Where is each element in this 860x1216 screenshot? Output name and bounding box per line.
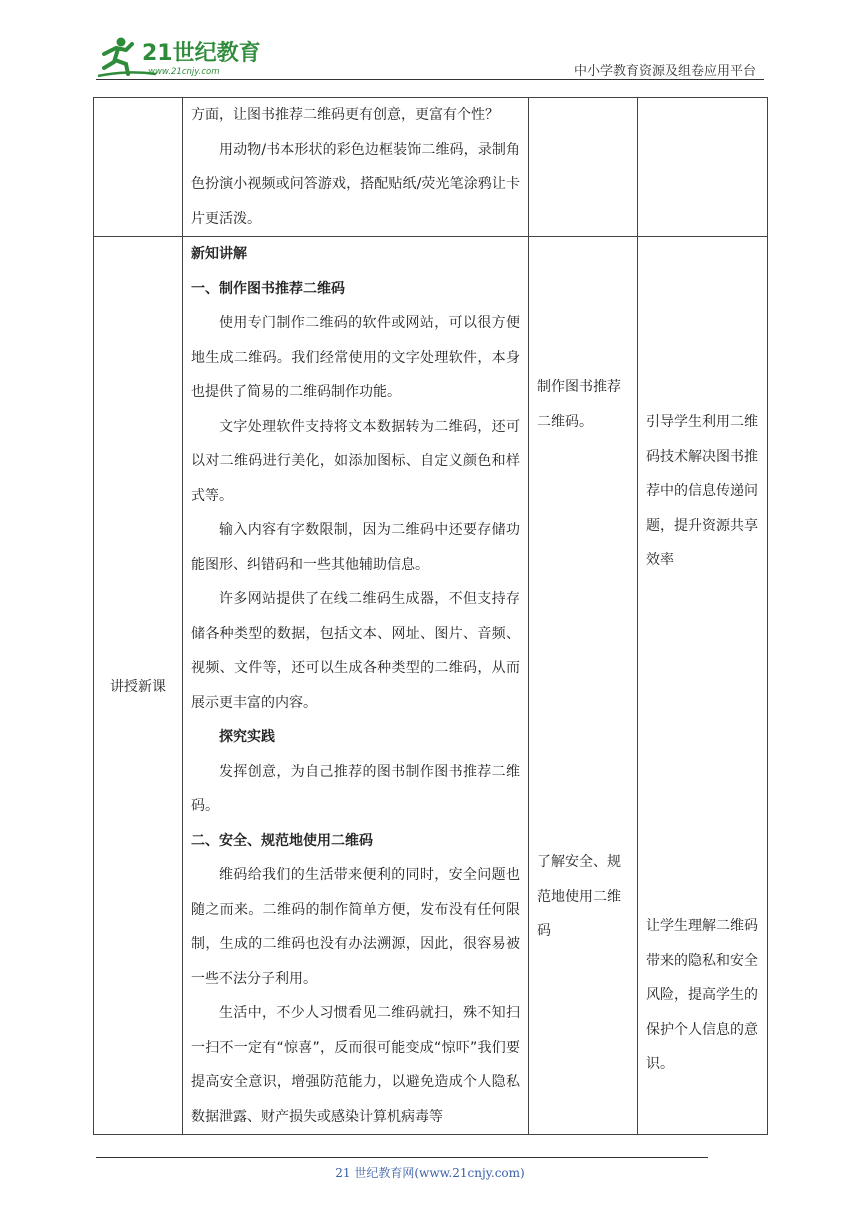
section-heading: 二、安全、规范地使用二维码 — [191, 832, 373, 849]
footer-divider — [96, 1157, 708, 1158]
paragraph: 输入内容有字数限制，因为二维码中还要存储功能图形、纠错码和一些其他辅助信息。 — [191, 522, 520, 573]
student-activity-cell-empty — [529, 98, 638, 237]
table-row-main — [94, 237, 768, 1135]
paragraph: 许多网站提供了在线二维码生成器，不但支持存储各种类型的数据，包括文本、网址、图片、音频、视频、文件等，还可以生成各种类型的二维码，从而展示更丰富的内容。 — [191, 591, 520, 711]
design-intent-text: 让学生理解二维码带来的隐私和安全风险，提高学生的保护个人信息的意识。 — [646, 918, 758, 1072]
lesson-plan-table — [93, 97, 768, 1135]
paragraph: 维码给我们的生活带来便利的同时，安全问题也随之而来。二维码的制作简单方便，发布没有任何限制，生成的二维码也没有办法溯源，因此，很容易被一些不法分子利用。 — [191, 867, 520, 987]
logo-text: 21世纪教育 — [142, 41, 261, 66]
student-activity-text: 制作图书推荐二维码。 — [537, 379, 621, 430]
paragraph: 使用专门制作二维码的软件或网站，可以很方便地生成二维码。我们经常使用的文字处理软件，本身也提供了简易的二维码制作功能。 — [191, 315, 520, 400]
logo-url: www.21cnjy.com — [148, 67, 220, 77]
content-cell — [183, 237, 529, 1135]
paragraph: 方面，让图书推荐二维码更有创意，更富有个性？ — [191, 107, 499, 123]
design-intent-cell-empty — [638, 98, 768, 237]
header-divider — [96, 79, 764, 80]
stage-cell-empty — [94, 98, 183, 237]
paragraph: 文字处理软件支持将文本数据转为二维码，还可以对二维码进行美化，如添加图标、自定义颜色和样式等。 — [191, 418, 520, 504]
section-heading: 新知讲解 — [191, 246, 247, 262]
header-platform-text: 中小学教育资源及组卷应用平台 — [573, 64, 756, 79]
design-intent-text: 引导学生利用二维码技术解决图书推荐中的信息传递问题，提升资源共享效率 — [646, 414, 758, 568]
site-logo — [96, 34, 266, 80]
paragraph: 发挥创意，为自己推荐的图书制作图书推荐二维码。 — [191, 763, 520, 814]
design-intent-cell — [638, 237, 768, 1135]
student-activity-cell — [529, 237, 638, 1135]
paragraph: 用动物/书本形状的彩色边框装饰二维码，录制角色扮演小视频或问答游戏，搭配贴纸/荧光笔涂鸦让卡片更活泼。 — [191, 141, 520, 227]
student-activity-text: 了解安全、规范地使用二维码 — [537, 854, 621, 939]
content-cell — [183, 98, 529, 237]
stage-label: 讲授新课 — [94, 237, 183, 1135]
section-heading: 一、制作图书推荐二维码 — [191, 280, 345, 297]
section-heading: 探究实践 — [219, 729, 275, 745]
footer-text: 21 世纪教育网(www.21cnjy.com) — [335, 1166, 525, 1180]
table-row-continuation — [94, 98, 768, 237]
paragraph: 生活中，不少人习惯看见二维码就扫，殊不知扫一扫不一定有“惊喜”，反而很可能变成“惊吓”我们要提高安全意识，增强防范能力，以避免造成个人隐私数据泄露、财产损失或感染计算机病毒等 — [191, 1005, 520, 1125]
